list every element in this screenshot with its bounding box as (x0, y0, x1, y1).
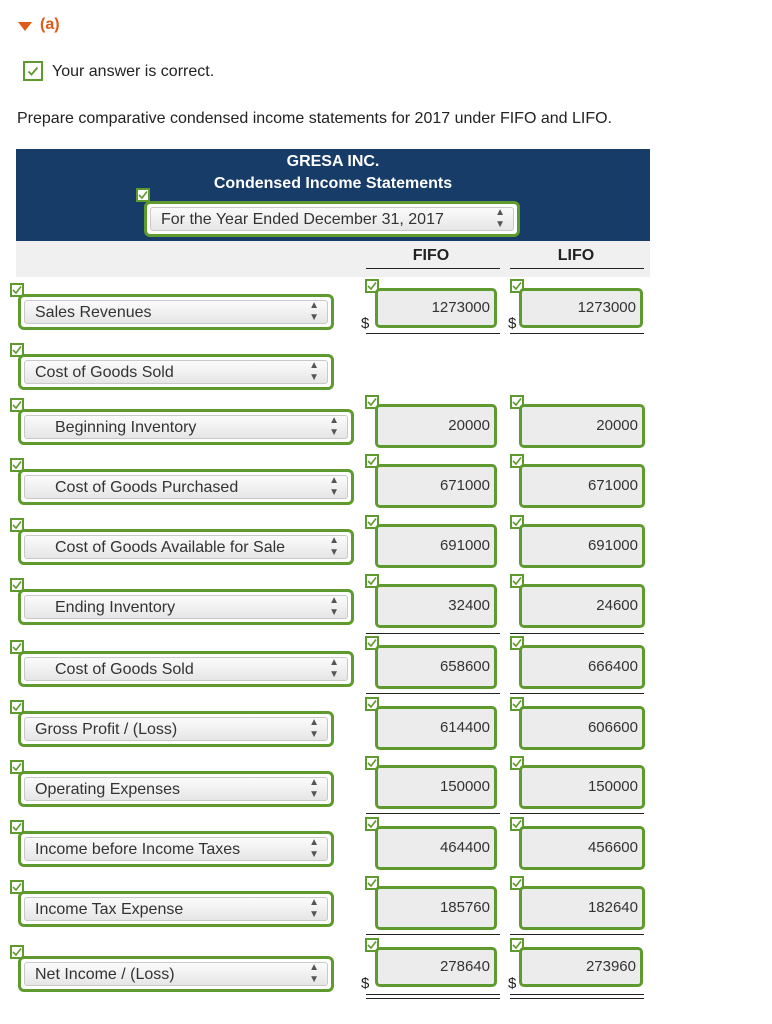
select-arrows-icon: ▲ ▼ (495, 207, 505, 230)
lifo-value-input[interactable]: 182640 (519, 886, 645, 930)
lifo-value-input[interactable]: 150000 (519, 765, 645, 809)
fifo-underline (366, 333, 500, 334)
row-label-select[interactable] (18, 409, 354, 445)
select-arrows-icon: ▲ ▼ (309, 962, 319, 985)
row-label: Cost of Goods Sold (55, 661, 194, 678)
row-label-select[interactable] (18, 771, 334, 807)
row-label: Income Tax Expense (35, 901, 184, 918)
fifo-value-input[interactable]: 185760 (375, 886, 497, 930)
lifo-value-input[interactable]: 456600 (519, 826, 645, 870)
row-label-select[interactable] (18, 891, 334, 927)
fifo-value-input[interactable]: 278640 (375, 947, 497, 987)
select-arrows-icon: ▲ ▼ (309, 300, 319, 323)
lifo-currency-symbol: $ (508, 975, 517, 992)
row-label: Net Income / (Loss) (35, 966, 175, 983)
fifo-value-input[interactable]: 671000 (375, 464, 497, 508)
row-label: Beginning Inventory (55, 419, 197, 436)
column-header-lifo: LIFO (557, 247, 595, 264)
fifo-value-input[interactable]: 1273000 (375, 288, 497, 328)
fifo-underline (366, 633, 500, 634)
select-arrows-icon: ▲ ▼ (329, 595, 339, 618)
row-label: Cost of Goods Available for Sale (55, 539, 286, 556)
row-label: Ending Inventory (55, 599, 176, 616)
lifo-value-input[interactable]: 24600 (519, 584, 645, 628)
row-label-select[interactable] (18, 956, 334, 992)
row-label-select[interactable] (18, 711, 334, 747)
fifo-value-input[interactable]: 150000 (375, 765, 497, 809)
lifo-currency-symbol: $ (508, 315, 517, 332)
row-label-select[interactable] (18, 589, 354, 625)
fifo-double-underline-top (366, 994, 500, 995)
row-label: Gross Profit / (Loss) (35, 721, 178, 738)
select-arrows-icon: ▲ ▼ (329, 415, 339, 438)
lifo-value-input[interactable]: 606600 (519, 706, 645, 750)
row-label-select[interactable] (18, 469, 354, 505)
fifo-currency-symbol: $ (361, 315, 370, 332)
row-label: Operating Expenses (35, 781, 180, 798)
row-label: Cost of Goods Purchased (55, 479, 239, 496)
select-arrows-icon: ▲ ▼ (329, 535, 339, 558)
row-label-select[interactable] (18, 529, 354, 565)
fifo-underline (366, 813, 500, 814)
lifo-underline (510, 934, 644, 935)
part-label[interactable]: (a) (40, 16, 60, 33)
fifo-underline (366, 693, 500, 694)
select-arrows-icon: ▲ ▼ (309, 777, 319, 800)
select-arrows-icon: ▲ ▼ (309, 360, 319, 383)
lifo-underline (510, 633, 644, 634)
period-select[interactable] (144, 201, 520, 237)
row-label-select[interactable] (18, 354, 334, 390)
company-name: GRESA INC. (286, 153, 380, 170)
select-arrows-icon: ▲ ▼ (309, 897, 319, 920)
select-arrows-icon: ▲ ▼ (329, 475, 339, 498)
lifo-double-underline-top (510, 994, 644, 995)
row-label-select[interactable] (18, 831, 334, 867)
fifo-currency-symbol: $ (361, 975, 370, 992)
lifo-header-underline (510, 268, 644, 269)
select-arrows-icon: ▲ ▼ (329, 657, 339, 680)
row-label: Cost of Goods Sold (35, 364, 174, 381)
fifo-underline (366, 934, 500, 935)
fifo-value-input[interactable]: 464400 (375, 826, 497, 870)
lifo-value-input[interactable]: 273960 (519, 947, 643, 987)
lifo-underline (510, 693, 644, 694)
lifo-value-input[interactable]: 671000 (519, 464, 645, 508)
correct-check-icon (23, 61, 43, 81)
column-header-fifo: FIFO (412, 247, 450, 264)
fifo-value-input[interactable]: 614400 (375, 706, 497, 750)
fifo-value-input[interactable]: 691000 (375, 524, 497, 568)
select-arrows-icon: ▲ ▼ (309, 717, 319, 740)
lifo-value-input[interactable]: 1273000 (519, 288, 643, 328)
fifo-double-underline-bottom (366, 998, 500, 999)
instruction-text: Prepare comparative condensed income statements for 2017 under FIFO and LIFO. (17, 110, 612, 127)
fifo-value-input[interactable]: 20000 (375, 404, 497, 448)
row-label: Income before Income Taxes (35, 841, 241, 858)
lifo-double-underline-bottom (510, 998, 644, 999)
statement-title: Condensed Income Statements (213, 175, 453, 192)
lifo-value-input[interactable]: 691000 (519, 524, 645, 568)
row-label-select[interactable] (18, 651, 354, 687)
row-label-select[interactable] (18, 294, 334, 330)
period-select-value: For the Year Ended December 31, 2017 (161, 211, 444, 228)
fifo-value-input[interactable]: 32400 (375, 584, 497, 628)
status-text: Your answer is correct. (52, 63, 215, 80)
lifo-underline (510, 813, 644, 814)
select-arrows-icon: ▲ ▼ (309, 837, 319, 860)
lifo-underline (510, 333, 644, 334)
fifo-value-input[interactable]: 658600 (375, 645, 497, 689)
fifo-header-underline (366, 268, 500, 269)
collapse-triangle-icon[interactable] (18, 22, 32, 31)
period-check-icon (136, 188, 150, 202)
lifo-value-input[interactable]: 20000 (519, 404, 645, 448)
lifo-value-input[interactable]: 666400 (519, 645, 645, 689)
row-label: Sales Revenues (35, 304, 152, 321)
